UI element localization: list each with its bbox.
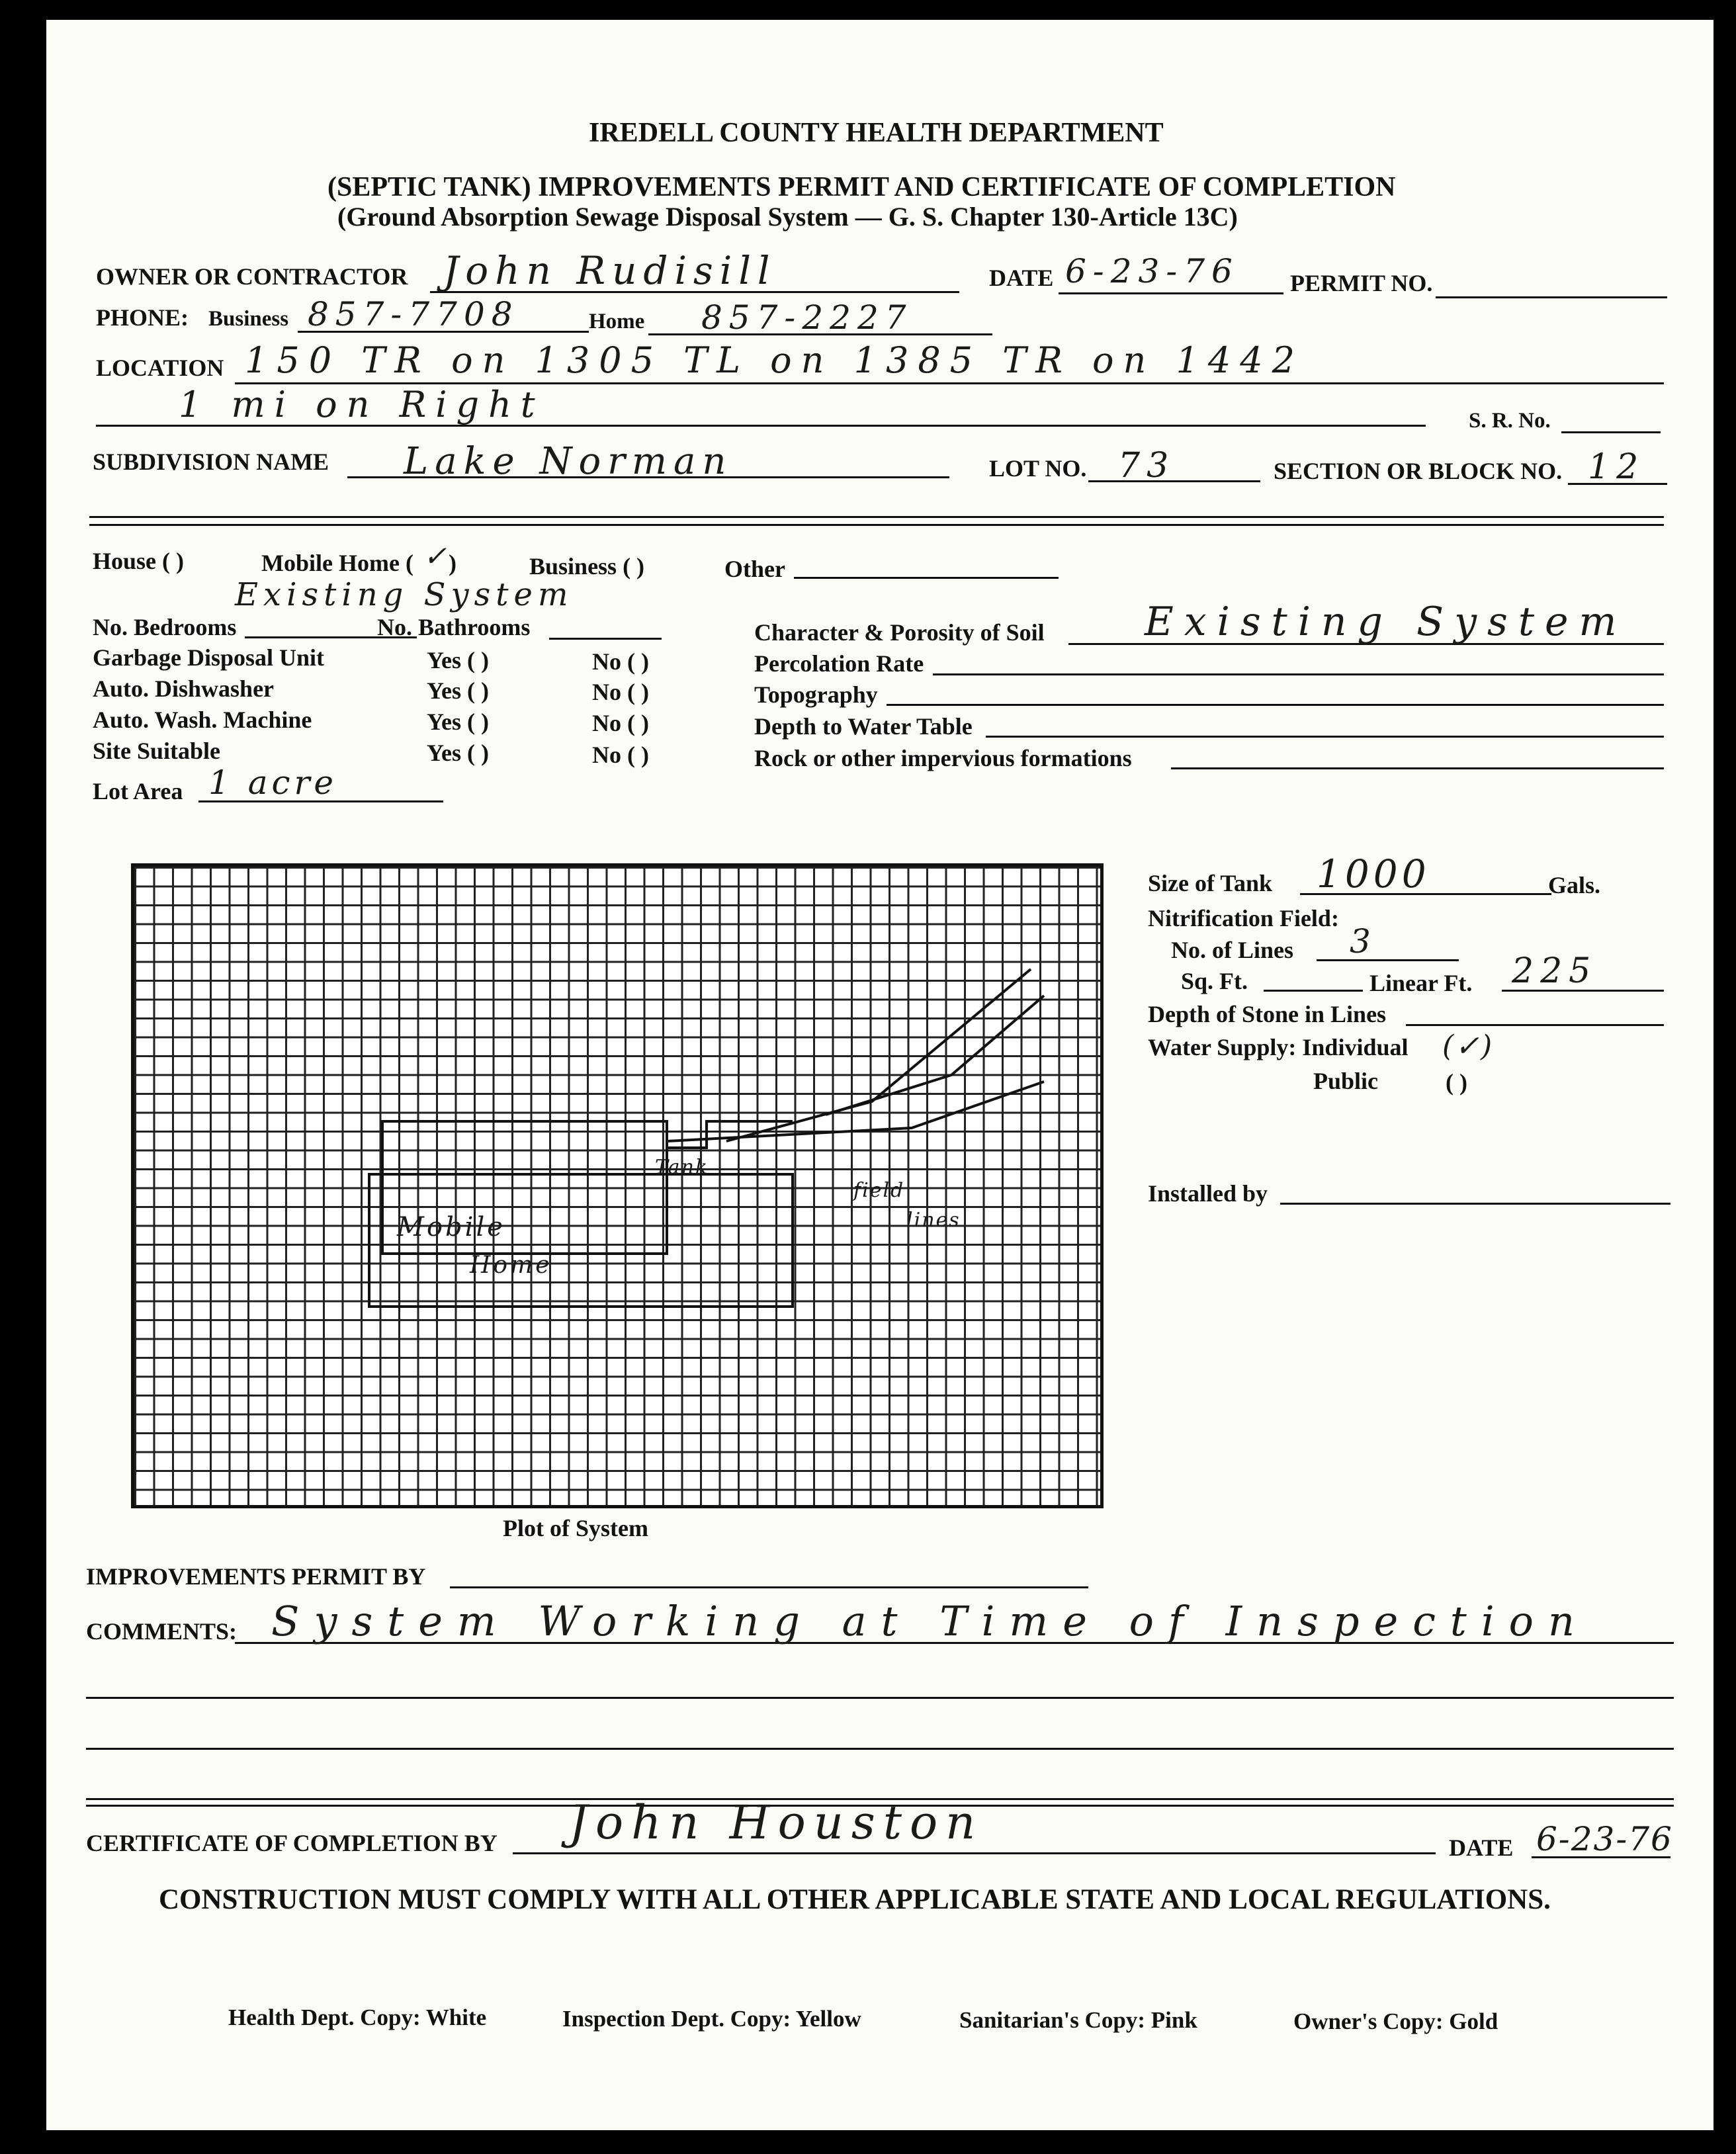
phone-label: PHONE:	[96, 304, 189, 331]
location-label: LOCATION	[96, 355, 224, 381]
comments-line-3	[86, 1748, 1674, 1750]
water-individual-value: (✓)	[1442, 1029, 1494, 1063]
tank-size-value: 1000	[1317, 851, 1430, 896]
improvements-permit-line	[450, 1586, 1088, 1588]
nitrification-label: Nitrification Field:	[1148, 905, 1339, 931]
sketch-field-label: field	[853, 1179, 905, 1202]
sqft-line	[1264, 990, 1363, 992]
soil-character-label: Character & Porosity of Soil	[754, 619, 1045, 646]
construction-notice: CONSTRUCTION MUST COMPLY WITH ALL OTHER APPLICABLE STATE AND LOCAL REGULATIONS.	[159, 1884, 1551, 1915]
lot-area-value: 1 acre	[208, 763, 338, 802]
mobile-home-option: Mobile Home (	[261, 550, 413, 576]
date-value: 6-23-76	[1065, 252, 1239, 290]
garbage-yes: Yes ( )	[427, 647, 489, 673]
wash-machine-no: No ( )	[592, 710, 649, 736]
owner-value: John Rudisill	[443, 248, 777, 293]
sr-no-line	[1561, 431, 1661, 433]
improvements-permit-label: IMPROVEMENTS PERMIT BY	[86, 1563, 426, 1590]
site-suitable-no: No ( )	[592, 742, 649, 768]
department-title: IREDELL COUNTY HEALTH DEPARTMENT	[589, 118, 1164, 148]
garbage-label: Garbage Disposal Unit	[93, 644, 325, 671]
site-suitable-yes: Yes ( )	[427, 740, 489, 766]
installed-by-line	[1280, 1203, 1671, 1205]
perc-rate-line	[933, 673, 1664, 675]
certificate-signature: John Houston	[569, 1795, 984, 1850]
comments-label: COMMENTS:	[86, 1618, 237, 1645]
phone-business-label: Business	[208, 307, 289, 331]
water-table-label: Depth to Water Table	[754, 713, 973, 740]
bathrooms-line	[549, 638, 662, 640]
lines-count-value: 3	[1350, 922, 1377, 961]
bathrooms-label: No. Bathrooms	[377, 614, 531, 640]
existing-system-note: Existing System	[235, 576, 574, 613]
garbage-no: No ( )	[592, 648, 649, 675]
owner-label: OWNER OR CONTRACTOR	[96, 263, 408, 290]
copy-sanitarian: Sanitarian's Copy: Pink	[959, 2007, 1197, 2033]
phone-home-value: 857-2227	[701, 298, 913, 337]
dishwasher-label: Auto. Dishwasher	[93, 675, 275, 702]
business-option: Business ( )	[529, 553, 645, 580]
sketch-field-line-2	[826, 996, 1044, 1115]
copy-inspection: Inspection Dept. Copy: Yellow	[562, 2006, 861, 2032]
sketch-field-lines	[667, 969, 1044, 1141]
lines-count-label: No. of Lines	[1171, 937, 1294, 963]
linear-ft-value: 225	[1512, 951, 1598, 991]
topography-label: Topography	[754, 681, 878, 708]
sketch-tank-label: Tank	[655, 1156, 709, 1179]
copy-health: Health Dept. Copy: White	[228, 2004, 487, 2030]
house-option: House ( )	[93, 548, 184, 574]
certificate-label: CERTIFICATE OF COMPLETION BY	[86, 1830, 498, 1856]
copy-owner: Owner's Copy: Gold	[1293, 2008, 1498, 2034]
subdivision-value: Lake Norman	[404, 440, 733, 483]
mobile-home-check: ✓	[423, 540, 447, 572]
rock-label: Rock or other impervious formations	[754, 745, 1132, 771]
stone-depth-label: Depth of Stone in Lines	[1148, 1001, 1387, 1027]
permit-form	[46, 20, 1714, 2130]
separator-bottom	[89, 524, 1664, 526]
lot-no-label: LOT NO.	[989, 455, 1087, 482]
certificate-line	[513, 1852, 1436, 1854]
comments-line-2	[86, 1697, 1674, 1699]
plot-caption: Plot of System	[503, 1515, 648, 1541]
location-value-1: 150 TR on 1305 TL on 1385 TR on 1442	[245, 339, 1304, 381]
sketch-mobile-label: Mobile	[397, 1212, 505, 1242]
permit-no-line	[1436, 296, 1667, 298]
location-value-2: 1 mi on Right	[179, 384, 544, 425]
bedrooms-label: No. Bedrooms	[93, 614, 237, 640]
separator-top	[89, 516, 1664, 518]
linear-ft-label: Linear Ft.	[1369, 970, 1473, 996]
comments-value: System Working at Time of Inspection	[271, 1597, 1589, 1645]
certificate-date-value: 6-23-76	[1536, 1820, 1673, 1858]
sketch-home-label: Home	[470, 1252, 552, 1279]
lines-count-line	[1317, 959, 1459, 961]
dishwasher-no: No ( )	[592, 679, 649, 705]
certificate-date-label: DATE	[1449, 1834, 1514, 1861]
other-line	[794, 577, 1059, 579]
phone-home-label: Home	[589, 310, 645, 333]
section-value: 12	[1588, 447, 1645, 487]
lot-area-label: Lot Area	[93, 778, 183, 804]
rock-line	[1171, 767, 1664, 769]
permit-no-label: PERMIT NO.	[1290, 270, 1433, 296]
sqft-label: Sq. Ft.	[1181, 968, 1248, 994]
section-label: SECTION OR BLOCK NO.	[1274, 458, 1563, 484]
mobile-home-close: )	[449, 550, 456, 576]
other-label: Other	[724, 556, 785, 582]
form-subtitle: (Ground Absorption Sewage Disposal System — G. S. Chapter 130-Article 13C)	[337, 202, 1238, 232]
plot-sketch	[131, 863, 1104, 1508]
water-table-line	[986, 736, 1664, 738]
date-line	[1059, 292, 1283, 294]
dishwasher-yes: Yes ( )	[427, 677, 489, 704]
water-supply-label: Water Supply: Individual	[1148, 1034, 1409, 1060]
wash-machine-yes: Yes ( )	[427, 709, 489, 735]
date-label: DATE	[989, 265, 1054, 291]
public-label: Public	[1313, 1068, 1379, 1094]
stone-depth-line	[1406, 1024, 1664, 1026]
site-suitable-label: Site Suitable	[93, 738, 221, 764]
public-value: ( )	[1446, 1069, 1467, 1096]
lot-no-value: 73	[1118, 446, 1176, 486]
soil-character-value: Existing System	[1145, 599, 1628, 645]
topography-line	[887, 704, 1664, 706]
sr-no-label: S. R. No.	[1469, 409, 1551, 433]
wash-machine-label: Auto. Wash. Machine	[93, 707, 312, 733]
installed-by-label: Installed by	[1148, 1180, 1268, 1207]
tank-gals-label: Gals.	[1548, 872, 1601, 898]
tank-size-label: Size of Tank	[1148, 870, 1273, 896]
subdivision-label: SUBDIVISION NAME	[93, 449, 329, 475]
form-title: (SEPTIC TANK) IMPROVEMENTS PERMIT AND CERTIFICATE OF COMPLETION	[327, 172, 1396, 202]
sketch-lines-label: lines	[906, 1209, 961, 1232]
phone-business-value: 857-7708	[308, 295, 519, 333]
perc-rate-label: Percolation Rate	[754, 650, 924, 677]
